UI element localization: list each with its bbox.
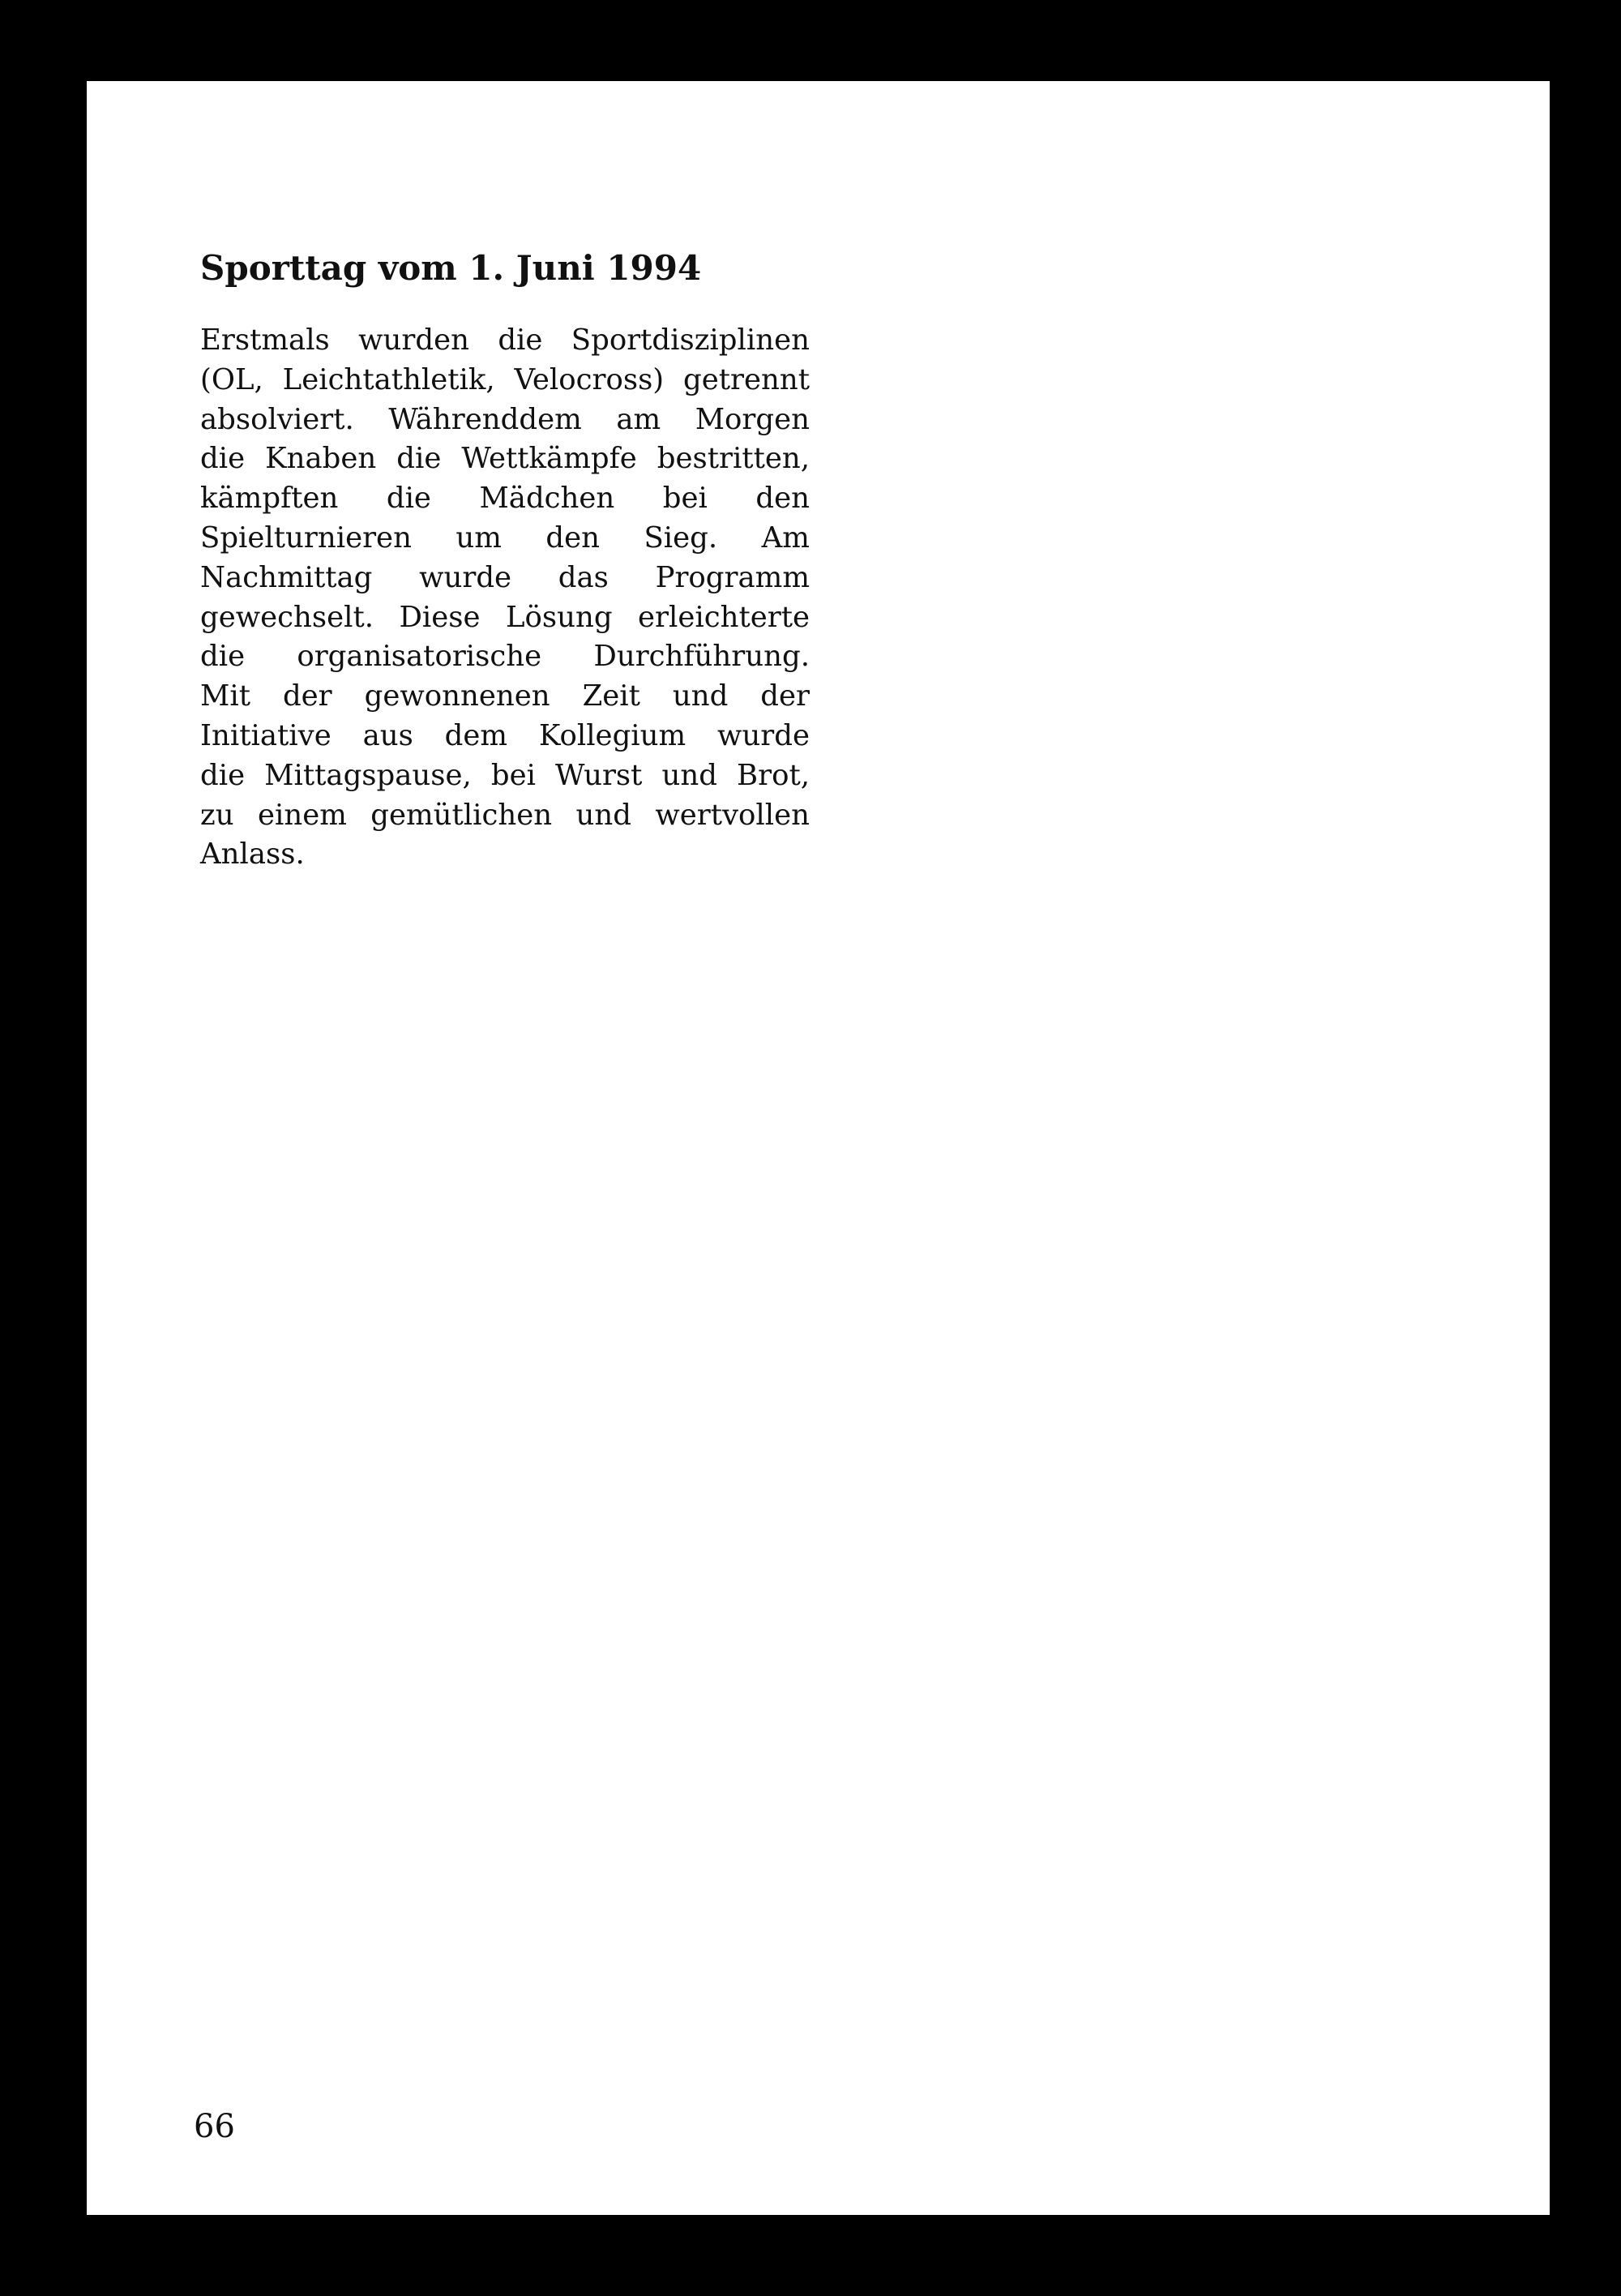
word: und [661, 758, 717, 792]
word: Diese [399, 600, 481, 634]
word: Velocross) [514, 362, 665, 396]
document-page [87, 81, 1550, 2215]
text-line [200, 756, 810, 796]
word: gewechselt. [200, 600, 374, 634]
text-line [200, 717, 810, 756]
text-line [200, 637, 810, 677]
word: gemütlichen [370, 798, 553, 832]
word: und [575, 798, 631, 832]
text-line [200, 439, 810, 479]
word: die [200, 442, 246, 476]
word: absolviert. [200, 402, 354, 436]
word: die [200, 640, 246, 674]
word: Knaben [265, 442, 377, 476]
word: die [200, 758, 246, 792]
word: Initiative [200, 718, 331, 752]
word: Durchführung. [593, 640, 810, 674]
word: das [558, 560, 609, 594]
word: Währenddem [388, 402, 582, 436]
text-line [200, 677, 810, 717]
word: Nachmittag [200, 560, 373, 594]
word: Am [761, 520, 810, 555]
page-heading: Sporttag vom 1. Juni 1994 [200, 248, 702, 288]
page-number: 66 [194, 2108, 235, 2145]
word: Anlass. [200, 837, 305, 872]
text-line [200, 321, 810, 361]
word: Sportdisziplinen [571, 323, 810, 357]
word: bestritten, [657, 442, 810, 476]
word: wurde [419, 560, 512, 594]
word: die [396, 442, 442, 476]
word: um [456, 520, 502, 555]
word: Wettkämpfe [461, 442, 637, 476]
word: Lösung [505, 600, 613, 634]
word: den [545, 520, 601, 555]
word: den [755, 482, 810, 516]
word: erleichterte [638, 600, 810, 634]
word: wurden [358, 323, 469, 357]
text-line [200, 519, 810, 559]
word: Brot, [737, 758, 810, 792]
word: bei [490, 758, 536, 792]
word: und [672, 679, 729, 713]
word: aus [362, 718, 413, 752]
word: gewonnenen [364, 679, 550, 713]
text-line [200, 401, 810, 440]
word: organisatorische [297, 640, 542, 674]
word: getrennt [683, 362, 810, 396]
text-line [200, 479, 810, 519]
word: Sieg. [644, 520, 718, 555]
word: Programm [655, 560, 810, 594]
word: kämpften [200, 482, 339, 516]
word: Zeit [582, 679, 640, 713]
word: wertvollen [655, 798, 810, 832]
word: Wurst [555, 758, 643, 792]
word: der [282, 679, 332, 713]
text-line [200, 796, 810, 836]
word: Leichtathletik, [282, 362, 495, 396]
word: Erstmals [200, 323, 330, 357]
text-line [200, 559, 810, 598]
body-paragraph [200, 321, 810, 875]
word: Mädchen [479, 482, 615, 516]
word: dem [444, 718, 508, 752]
text-line [200, 361, 810, 401]
text-line [200, 835, 810, 875]
word: wurde [717, 718, 810, 752]
word: (OL, [200, 362, 263, 396]
word: Spielturnieren [200, 520, 412, 555]
word: Mittagspause, [264, 758, 472, 792]
word: Mit [200, 679, 250, 713]
word: einem [257, 798, 347, 832]
text-line [200, 598, 810, 638]
word: die [386, 482, 431, 516]
word: am [616, 402, 661, 436]
word: bei [662, 482, 708, 516]
word: Morgen [695, 402, 810, 436]
word: Kollegium [538, 718, 686, 752]
word: der [760, 679, 810, 713]
word: zu [200, 798, 234, 832]
word: die [498, 323, 543, 357]
